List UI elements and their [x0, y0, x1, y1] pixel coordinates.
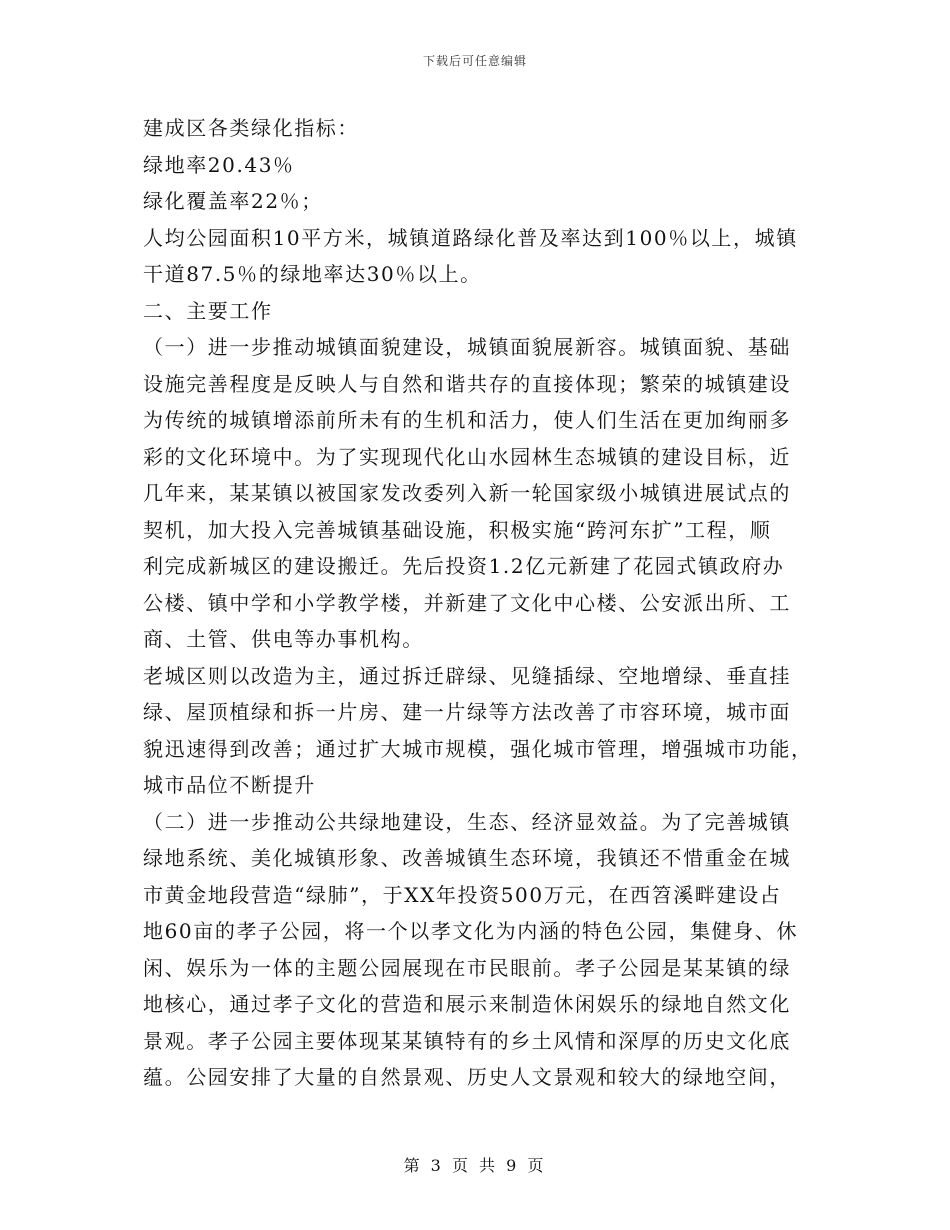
- text-line: 地核心，通过孝子文化的营造和展示来制造休闲娱乐的绿地自然文化: [143, 992, 791, 1016]
- text-line: 市黄金地段营造“绿肺”，于XX年投资500万元，在西笤溪畔建设占: [143, 882, 782, 907]
- text-line: 城市品位不断提升: [143, 773, 316, 797]
- text-line: 绿化覆盖率22％；: [143, 189, 323, 213]
- text-line: 为传统的城镇增添前所未有的生机和活力，使人们生活在更加绚丽多: [143, 408, 791, 432]
- text-line: 人均公园面积10平方米，城镇道路绿化普及率达到100％以上，城镇: [143, 225, 798, 250]
- text-line: 设施完善程度是反映人与自然和谐共存的直接体现；繁荣的城镇建设: [143, 371, 791, 396]
- text-line: 建成区各类绿化指标：: [143, 116, 359, 140]
- document-body: [143, 110, 811, 1096]
- text-line: 景观。孝子公园主要体现某某镇特有的乡土风情和深厚的历史文化底: [143, 1028, 791, 1053]
- page-number: 第 3 页 共 9 页: [403, 1156, 547, 1175]
- text-line: 契机，加大投入完善城镇基础设施，积极实施“跨河东扩”工程，顺: [143, 517, 772, 542]
- text-line: 绿地系统、美化城镇形象、改善城镇生态环境，我镇还不惜重金在城: [143, 846, 791, 870]
- text-line: 蕴。公园安排了大量的自然景观、历史人文景观和较大的绿地空间，: [143, 1065, 791, 1089]
- text-line: （一）进一步推动城镇面貌建设，城镇面貌展新容。城镇面貌、基础: [143, 335, 791, 359]
- text-line: 公楼、镇中学和小学教学楼，并新建了文化中心楼、公安派出所、工: [143, 590, 791, 615]
- text-line: 老城区则以改造为主，通过拆迁辟绿、见缝插绿、空地增绿、垂直挂: [143, 663, 791, 688]
- page-header: 下载后可任意编辑: [422, 54, 527, 68]
- text-line: 利完成新城区的建设搬迁。先后投资1.2亿元新建了花园式镇政府办: [143, 554, 785, 578]
- text-line: 绿地率20.43％: [143, 152, 295, 177]
- text-line: 绿、屋顶植绿和拆一片房、建一片绿等方法改善了市容环境，城市面: [143, 700, 791, 724]
- text-line: 闲、娱乐为一体的主题公园展现在市民眼前。孝子公园是某某镇的绿: [143, 955, 791, 980]
- text-line: 彩的文化环境中。为了实现现代化山水园林生态城镇的建设目标，近: [143, 444, 791, 469]
- text-line: 干道87.5％的绿地率达30％以上。: [143, 262, 482, 286]
- text-line: （二）进一步推动公共绿地建设，生态、经济显效益。为了完善城镇: [143, 809, 791, 834]
- text-line: 地60亩的孝子公园，将一个以孝文化为内涵的特色公园，集健身、休: [143, 919, 799, 943]
- text-line: 几年来，某某镇以被国家发改委列入新一轮国家级小城镇进展试点的: [143, 481, 791, 505]
- text-line: 貌迅速得到改善；通过扩大城市规模，强化城市管理，增强城市功能，: [143, 736, 813, 761]
- section-heading: 二、主要工作: [143, 298, 273, 323]
- text-line: 商、土管、供电等办事机构。: [143, 627, 424, 651]
